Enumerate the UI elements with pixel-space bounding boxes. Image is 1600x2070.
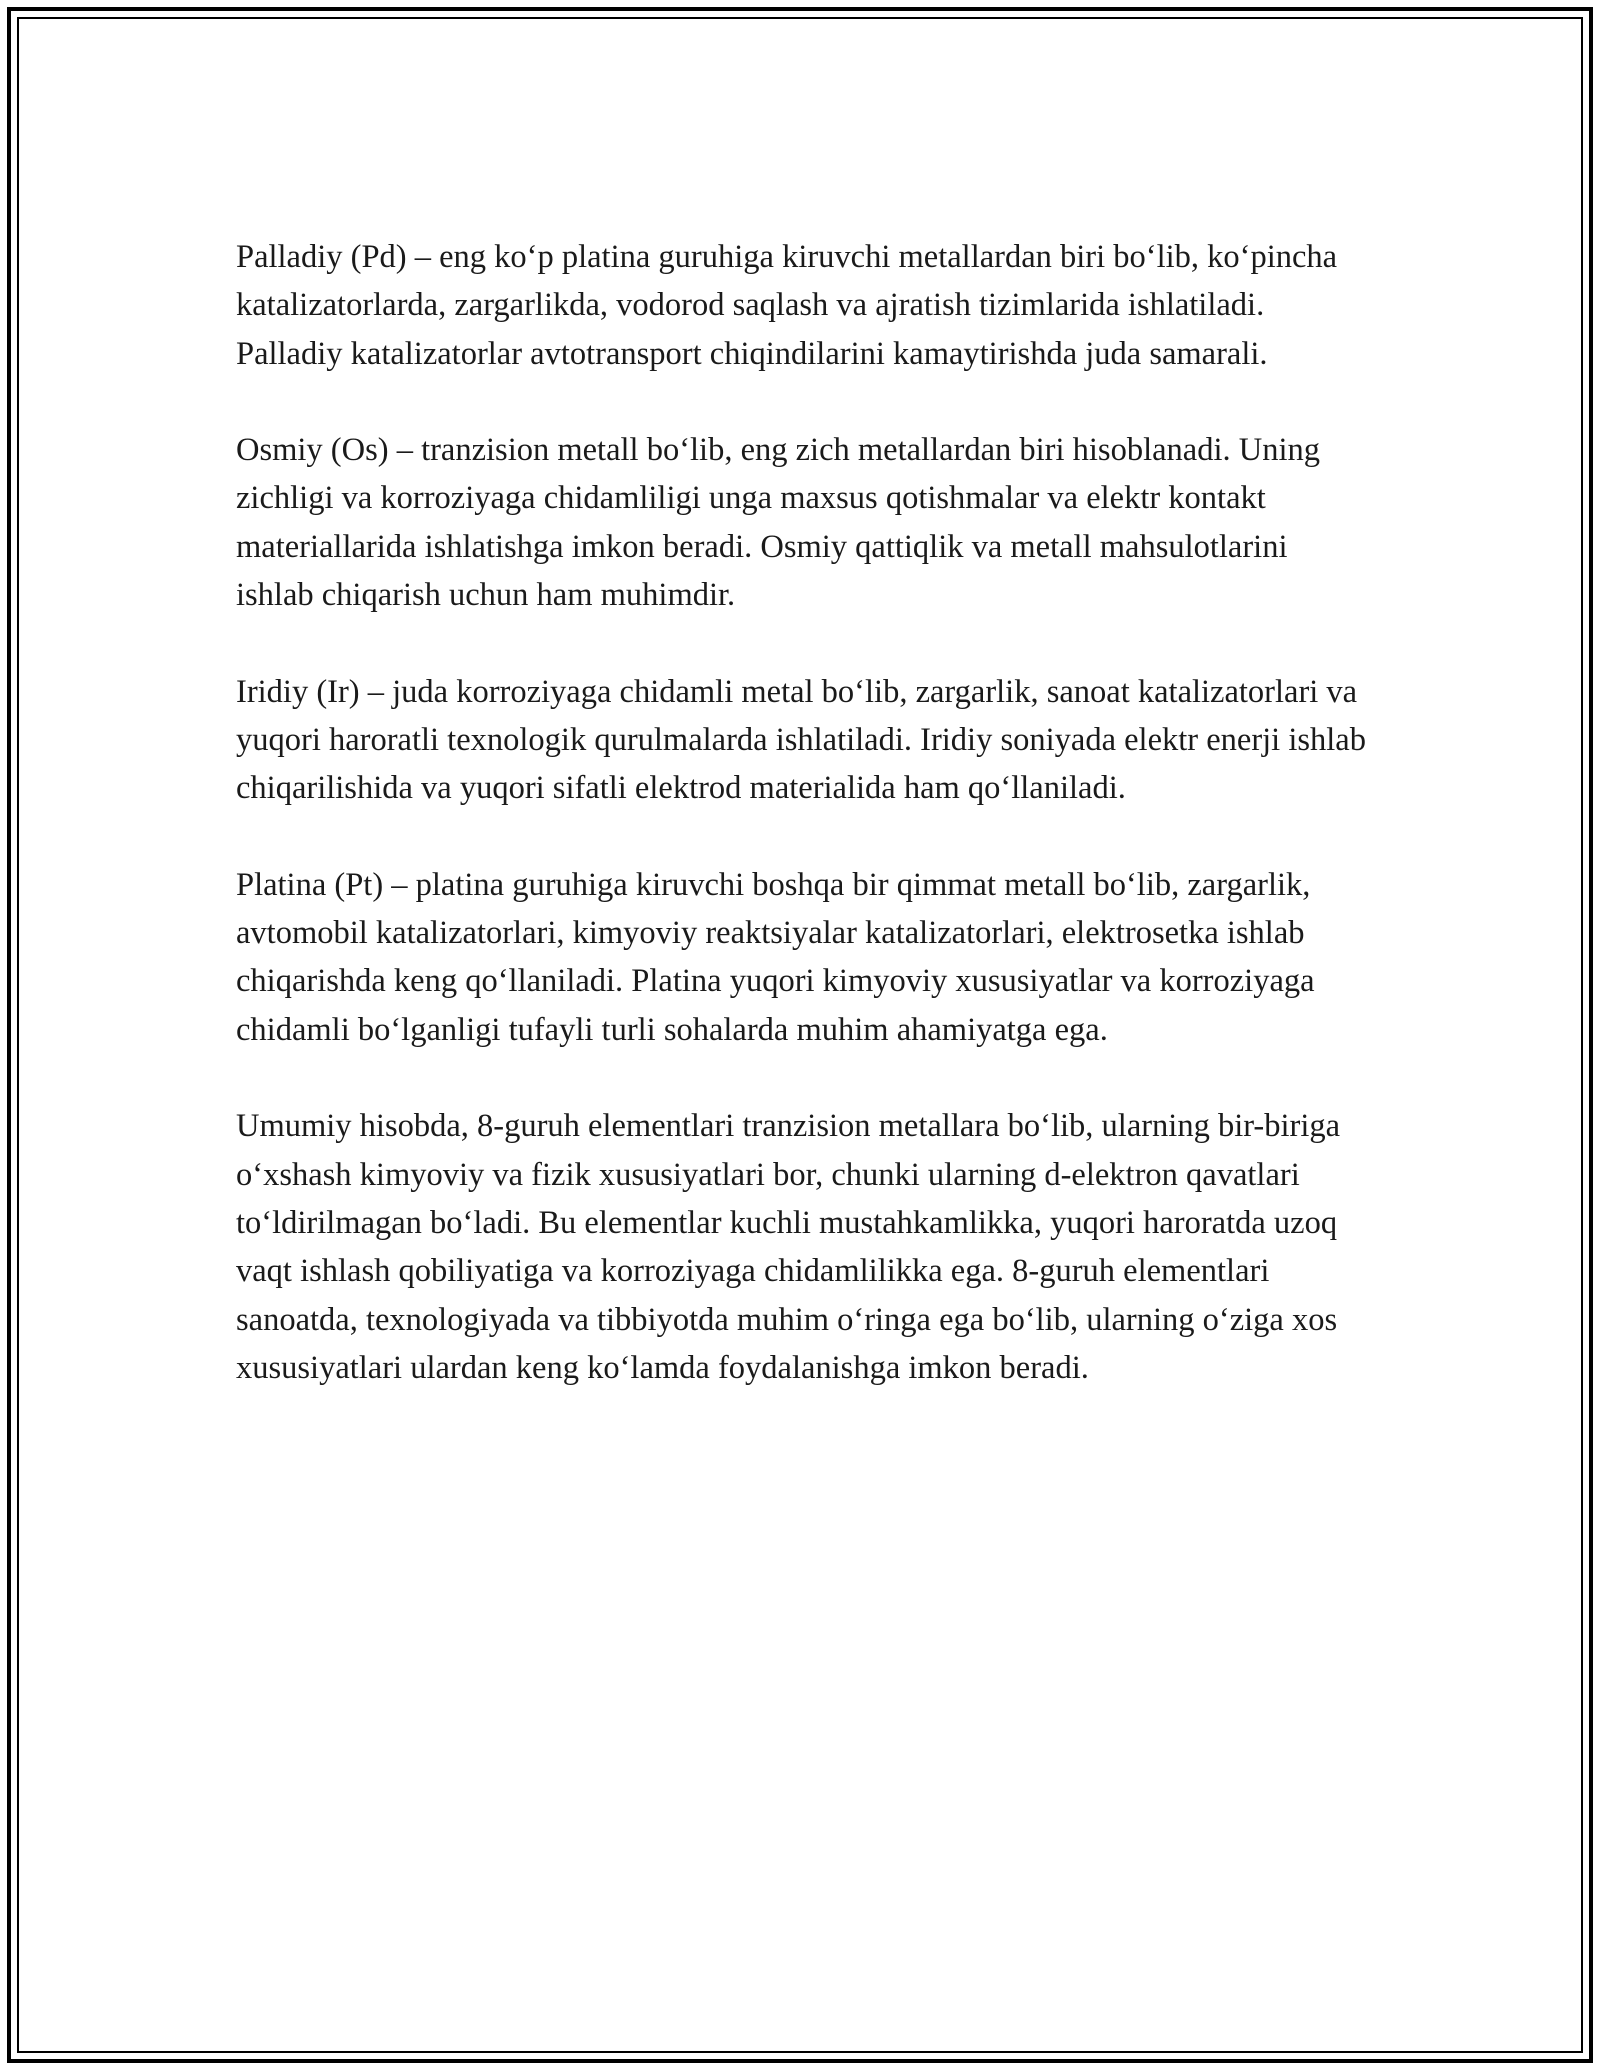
- paragraph-palladiy: Palladiy (Pd) – eng koʻp platina guruhiga kiruvchi metallardan biri boʻlib, koʻpincha katalizatorlarda, zargarlikda, vodorod saqlash va ajratish tizimlarida ishlatiladi. Palladiy katalizatorlar avtotransport chiqindilarini kamaytirishda juda samarali.: [236, 239, 1338, 372]
- paragraph-platina: Platina (Pt) – platina guruhiga kiruvchi boshqa bir qimmat metall boʻlib, zargarlik, avtomobil katalizatorlari, kimyoviy reaktsiyalar katalizatorlari, elektrosetka ishlab chiqarishda keng qoʻllaniladi. Platina yuqori kimyoviy xususiyatlar va korroziyaga chidamli boʻlganligi tufayli turli sohalarda muhim ahamiyatga ega.: [236, 866, 1315, 1048]
- paragraph-summary: Umumiy hisobda, 8-guruh elementlari tranzision metallara boʻlib, ularning bir-biriga oʻxshash kimyoviy va fizik xususiyatlari bor, chunki ularning d-elektron qavatlari toʻldirilmagan boʻladi. Bu elementlar kuchli mustahkamlikka, yuqori haroratda uzoq vaqt ishlash qobiliyatiga va korroziyaga chidamlilikka ega. 8-guruh elementlari sanoatda, texnologiyada va tibbiyotda muhim oʻringa ega boʻlib, ularning oʻziga xos xususiyatlari ulardan keng koʻlamda foydalanishga imkon beradi.: [236, 1108, 1341, 1386]
- paragraph-osmiy: Osmiy (Os) – tranzision metall boʻlib, eng zich metallardan biri hisoblanadi. Uning zichligi va korroziyaga chidamliligi unga maxsus qotishmalar va elektr kontakt materiallarida ishlatishga imkon beradi. Osmiy qattiqlik va metall mahsulotlarini ishlab chiqarish uchun ham muhimdir.: [236, 432, 1320, 614]
- document-body: [236, 233, 1366, 1440]
- paragraph-iridiy: Iridiy (Ir) – juda korroziyaga chidamli metal boʻlib, zargarlik, sanoat katalizatorlari va yuqori haroratli texnologik qurulmalarda ishlatiladi. Iridiy soniyada elektr enerji ishlab chiqarilishida va yuqori sifatli elektrod materialida ham qoʻllaniladi.: [236, 673, 1366, 807]
